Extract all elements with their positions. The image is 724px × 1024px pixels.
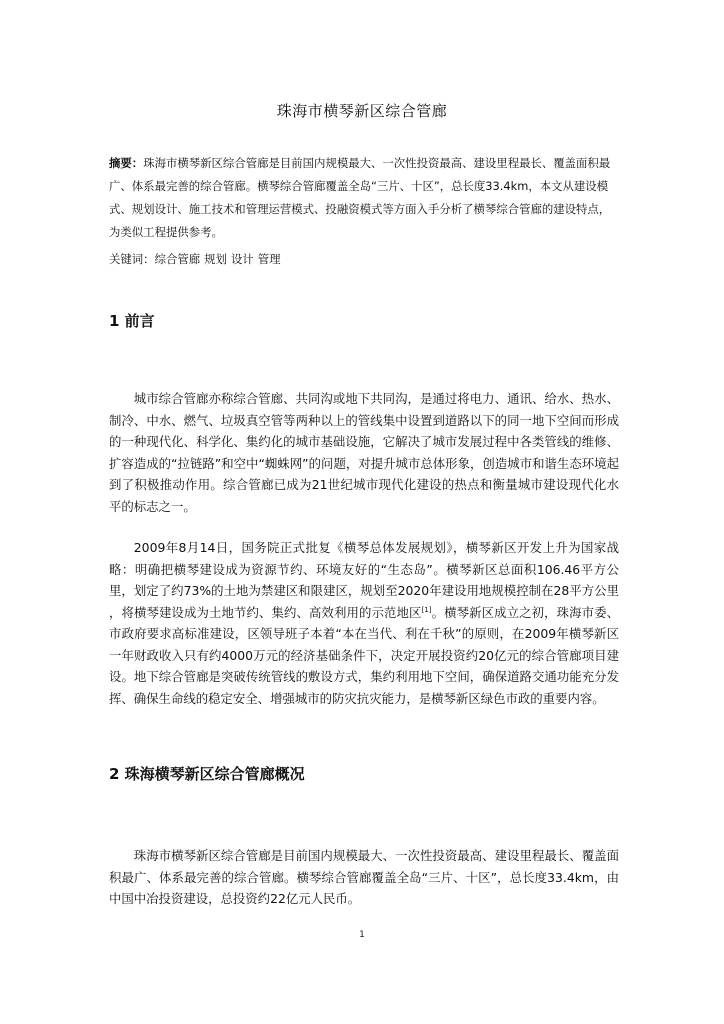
keyword-item: 综合管廊	[154, 252, 201, 266]
paragraph-text: 城市综合管廊亦称综合管廊、共同沟或地下共同沟，是通过将电力、通讯、给水、热水、制冷、中水、燃气、垃圾真空管等两种以上的管线集中设置到道路以下的同一地下空间而形成的一种现代化、科学化、集约化的城市基础设施，它解决了城市发展过程中各类管线的维修、扩容造成的“拉链路”和空中“蜘蛛网”的问题，对提升城市总体形象，创造城市和谐生态环境起到了积极推动作用。综合管廊已成为21世纪城市现代化建设的热点和衡量城市建设现代化水平的标志之一。	[109, 391, 619, 514]
abstract-label: 摘要：	[109, 156, 144, 170]
section-heading-overview: 2 珠海横琴新区综合管廊概况	[109, 765, 305, 783]
keyword-item: 设计	[230, 252, 254, 266]
section-heading-intro: 1 前言	[109, 312, 155, 330]
paragraph-text-before-ref: 2009年8月14日，国务院正式批复《横琴总体发展规划》，横琴新区开发上升为国家战略：明确把横琴建设成为资源节约、环境友好的“生态岛”。横琴新区总面积106.46平方公里，划定了约73%的土地为禁建区和限建区，规划至2020年建设用地规模控制在28平方公里 ，将横琴建设成为土地节约、集约、高效利用的示范地区	[109, 540, 619, 620]
abstract-text: 珠海市横琴新区综合管廊是目前国内规模最大、一次性投资最高、建设里程最长、覆盖面积最广、体系最完善的综合管廊。横琴综合管廊覆盖全岛“三片、十区”，总长度33.4km，本文从建设模式、规划设计、施工技术和管理运营模式、投融资模式等方面入手分析了横琴综合管廊的建设特点，为类似工程提供参考。	[109, 156, 611, 239]
keyword-item: 管理	[257, 252, 281, 266]
keywords-label: 关键词：	[109, 252, 155, 266]
overview-paragraph-1	[109, 845, 619, 910]
paragraph-text-after-ref: 。横琴新区成立之初，珠海市委、市政府要求高标准建设，区领导班子本着“本在当代、利在千秋”的原则，在2009年横琴新区一年财政收入只有约4000万元的经济基础条件下，决定开展投资约20亿元的综合管廊项目建设。地下综合管廊是突破传统管线的敷设方式，集约利用地下空间，确保道路交通功能充分发挥、确保生命线的稳定安全、增强城市的防灾抗灾能力，是横琴新区绿色市政的重要内容。	[109, 604, 620, 706]
citation-ref: [1]	[421, 605, 432, 614]
paragraph-text: 珠海市横琴新区综合管廊是目前国内规模最大、一次性投资最高、建设里程最长、覆盖面积最广、体系最完善的综合管廊。横琴综合管廊覆盖全岛“三片、十区”，总长度33.4km，由中国中冶投资建设，总投资约22亿元人民币。	[109, 848, 619, 906]
paragraph-text	[109, 537, 619, 709]
keyword-item: 规划	[204, 252, 227, 266]
intro-paragraph-1	[109, 388, 619, 517]
page-number: 1	[359, 930, 365, 940]
paper-title: 珠海市横琴新区综合管廊	[276, 102, 448, 120]
abstract	[109, 152, 619, 244]
keywords	[109, 249, 619, 269]
intro-paragraph-2	[109, 537, 619, 709]
